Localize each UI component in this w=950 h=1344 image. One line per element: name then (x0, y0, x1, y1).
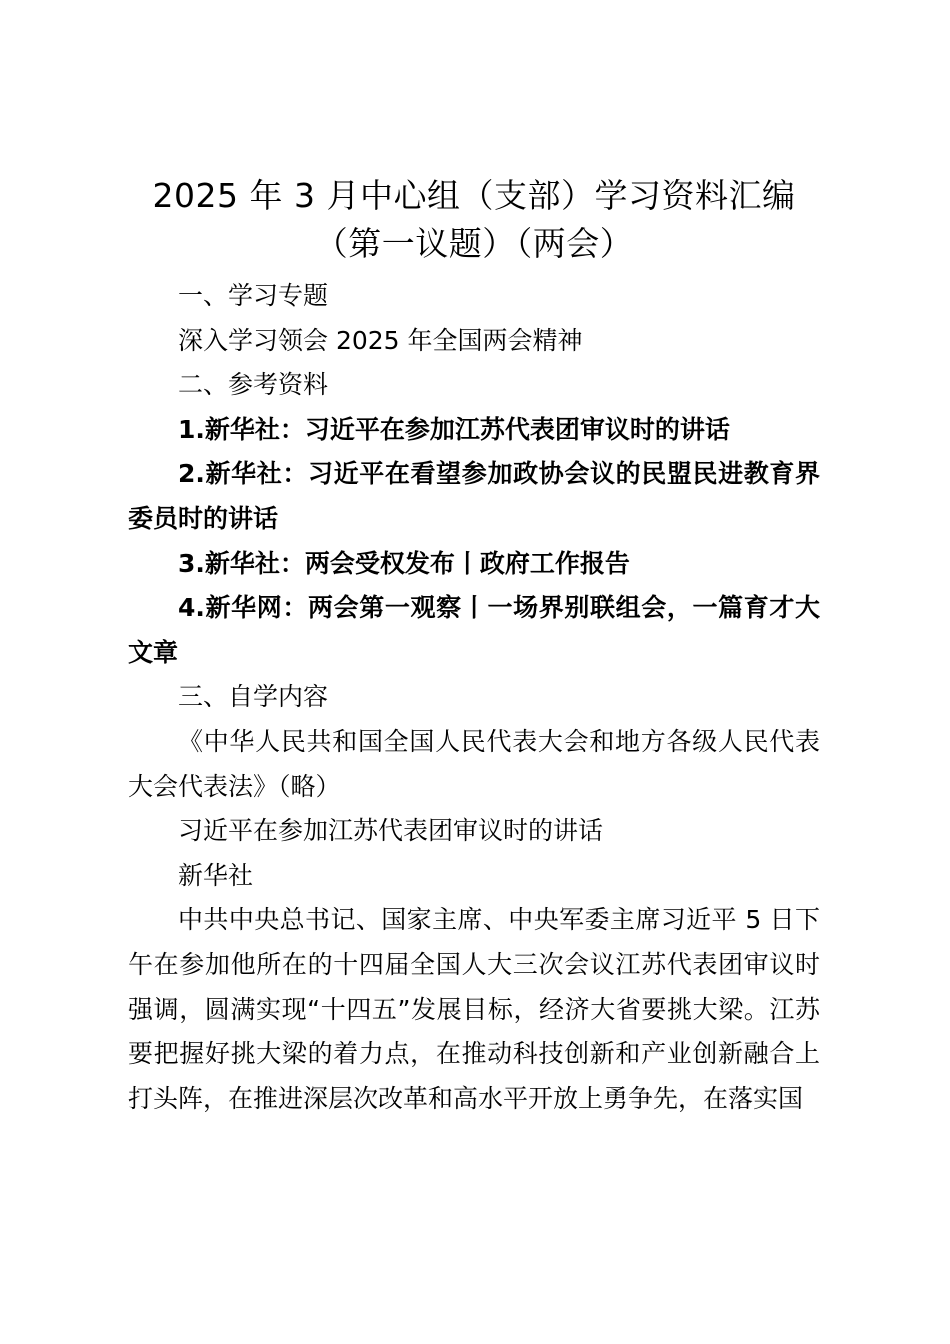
section-heading-self-study: 三、自学内容 (178, 682, 329, 712)
reference-item-3: 3.新华社：两会受权发布丨政府工作报告 (178, 548, 630, 578)
section-heading-study-topic: 一、学习专题 (178, 281, 329, 310)
article-title: 习近平在参加江苏代表团审议时的讲话 (178, 816, 604, 846)
reference-item-2: 2.新华社：习近平在看望参加政协会议的民盟民进教育界委员时的讲话 (128, 459, 820, 533)
title-line-1: 2025 年 3 月中心组（支部）学习资料汇编 (152, 176, 796, 215)
reference-item-4: 4.新华网：两会第一观察丨一场界别联组会，一篇育才大文章 (128, 593, 820, 667)
title-line-2: （第一议题）（两会） (314, 224, 634, 263)
article-source: 新华社 (178, 860, 254, 890)
self-study-law-title: 《中华人民共和国全国人民代表大会和地方各级人民代表大会代表法》（略） (128, 726, 820, 801)
document-title (128, 172, 820, 268)
document-body (128, 172, 820, 1121)
reference-item-1: 1.新华社：习近平在参加江苏代表团审议时的讲话 (178, 414, 730, 444)
article-body-paragraph: 中共中央总书记、国家主席、中央军委主席习近平 5 日下午在参加他所在的十四届全国人大三次会议江苏代表团审议时强调，圆满实现“十四五”发展目标，经济大省要挑大梁。江苏要把握好挑大梁的着力点，在推动科技创新和产业创新融合上打头阵，在推进深层次改革和高水平开放上勇争先，在落实国 (128, 905, 820, 1113)
section-heading-references: 二、参考资料 (178, 370, 329, 400)
study-topic-text: 深入学习领会 2025 年全国两会精神 (178, 325, 583, 355)
